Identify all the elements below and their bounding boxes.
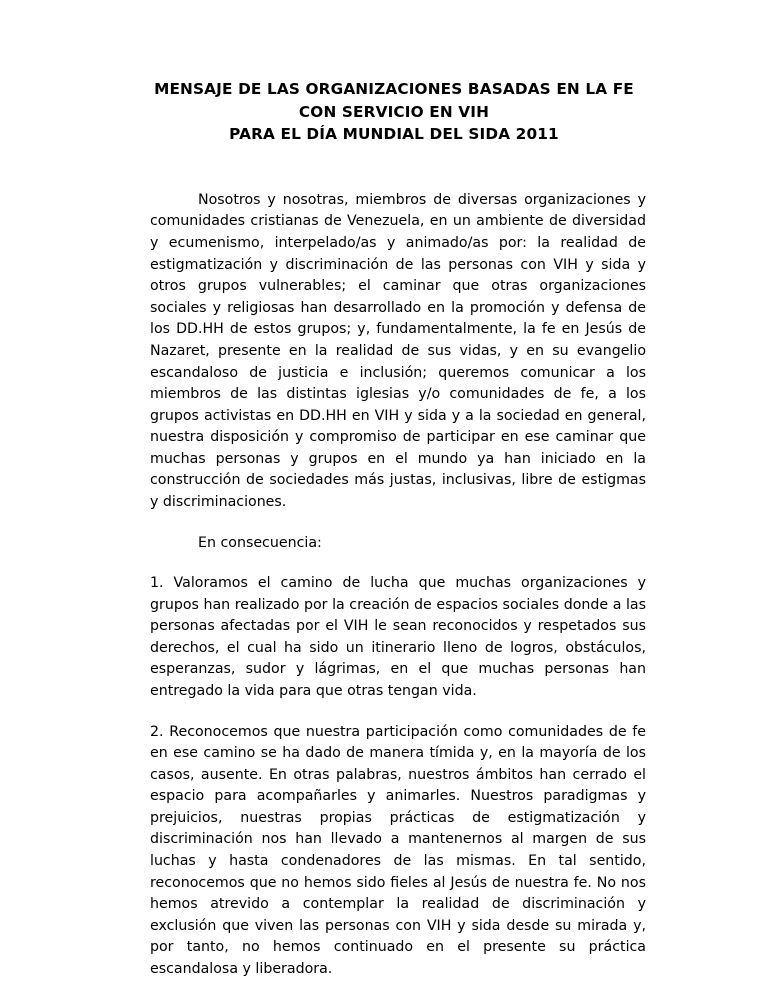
paragraph-item-1: 1. Valoramos el camino de lucha que muchas organizaciones y grupos han realizado por la creación de espacios sociales donde a las personas afectadas por el VIH le sean reconocidos y respetados sus derechos, el cual ha sido un itinerario lleno de logros, obstáculos, esperanzas, sudor y lágrimas, en el que muchas personas han entregado la vida para que otras tengan vida.	[150, 575, 646, 700]
title-line-1: MENSAJE DE LAS ORGANIZACIONES BASADAS EN LA FE	[154, 80, 634, 98]
title-line-3: PARA EL DÍA MUNDIAL DEL SIDA 2011	[229, 125, 559, 144]
paragraph-en-consecuencia: En consecuencia:	[198, 534, 322, 551]
title-line-2: CON SERVICIO EN VIH	[298, 102, 490, 121]
paragraph-intro: Nosotros y nosotras, miembros de diversas organizaciones y comunidades cristianas de Venezuela, en un ambiente de diversidad y ecumenismo, interpelado/as y animado/as por: la realidad de estigmatización y discriminación de las personas con VIH y sida y otros grupos vulnerables; el caminar que otras organizaciones sociales y religiosas han desarrollado en la promoción y defensa de los DD.HH de estos grupos; y, fundamentalmente, la fe en Jesús de Nazaret, presente en la realidad de sus vidas, y en su evangelio escandaloso de justicia e inclusión; queremos comunicar a los miembros de las distintas iglesias y/o comunidades de fe, a los grupos activistas en DD.HH en VIH y sida y a la sociedad en general, nuestra disposición y compromiso de participar en ese caminar que muchas personas y grupos en el mundo ya han iniciado en la construcción de sociedades más justas, inclusivas, libre de estigmas y discriminaciones.	[150, 191, 646, 510]
document-body	[110, 190, 696, 981]
paragraph-item-2: 2. Reconocemos que nuestra participación como comunidades de fe en ese camino se ha dado de manera tímida y, en la mayoría de los casos, ausente. En otras palabras, nuestros ámbitos han cerrado el espacio para acompañarles y animarles. Nuestros paradigmas y prejuicios, nuestras propias prácticas de estigmatización y discriminación nos han llevado a mantenernos al margen de sus luchas y hasta condenadores de las mismas. En tal sentido, reconocemos que no hemos sido fieles al Jesús de nuestra fe. No nos hemos atrevido a contemplar la realidad de discriminación y exclusión que viven las personas con VIH y sida desde su mirada y, por tanto, no hemos continuado en el presente su práctica escandalosa y liberadora.	[150, 723, 646, 977]
page-title	[110, 78, 696, 146]
